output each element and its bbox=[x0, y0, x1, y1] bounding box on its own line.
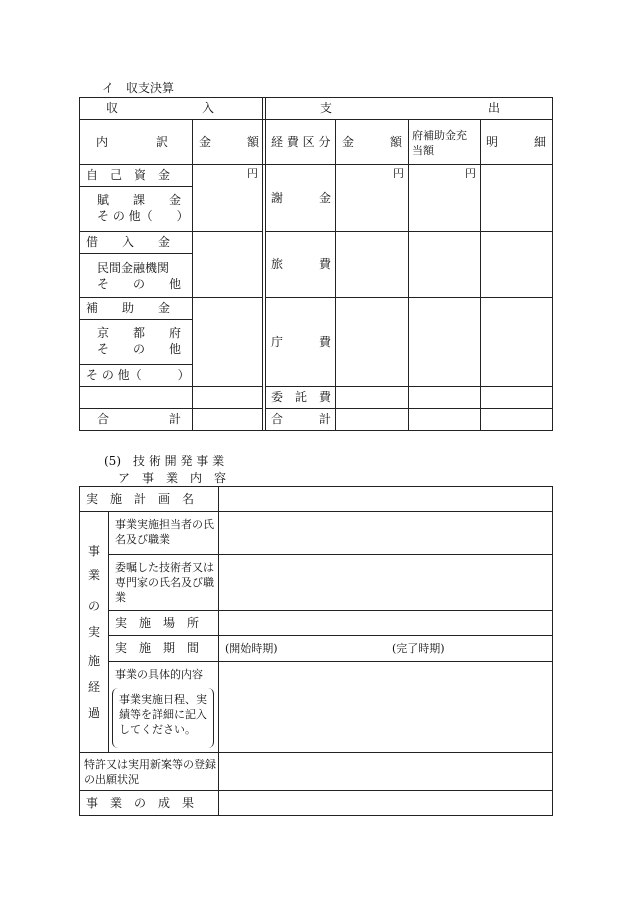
row-subsidy: 補 助 金 bbox=[86, 301, 171, 315]
patent-label: 特許又は実用新案等の登録の出願状況 bbox=[84, 758, 216, 786]
income-header: 収 入 bbox=[106, 101, 215, 115]
process-char-2: 業 bbox=[88, 568, 101, 582]
expert-label: 委嘱した技術者又は専門家の氏名及び職業 bbox=[115, 561, 214, 604]
expense-col-amount: 金 額 bbox=[342, 135, 403, 149]
content-label: 事業の具体的内容 bbox=[115, 668, 203, 681]
row-self-funds: 自 己 資 金 bbox=[86, 168, 171, 182]
row-kyoto: 京 都 府 bbox=[97, 326, 182, 340]
row-office: 庁 費 bbox=[271, 335, 332, 349]
expense-total: 合 計 bbox=[271, 412, 332, 426]
row-other-2: そ の 他 bbox=[97, 277, 182, 291]
expense-col-category: 経 費 区 分 bbox=[271, 135, 331, 149]
expense-header: 支 出 bbox=[320, 101, 501, 115]
result-label: 事 業 の 成 果 bbox=[86, 796, 195, 810]
subsidy-unit: 円 bbox=[465, 167, 476, 180]
income-unit: 円 bbox=[247, 167, 258, 180]
row-travel: 旅 費 bbox=[271, 257, 332, 271]
content-note: 事業実施日程、実績等を詳細に記入してください。 bbox=[119, 693, 207, 736]
period-label: 実 施 期 間 bbox=[115, 641, 200, 655]
expense-col-detail: 明 細 bbox=[486, 135, 547, 149]
income-col-item: 内 訳 bbox=[96, 135, 169, 149]
period-start: (開始時期) bbox=[225, 642, 278, 655]
process-char-5: 施 bbox=[88, 654, 101, 668]
section5-title: (5) 技 術 開 発 事 業 bbox=[104, 454, 225, 468]
section5-subtitle: ア 事 業 内 容 bbox=[118, 471, 227, 485]
row-other-4: そ の 他（ ） bbox=[86, 368, 190, 382]
process-char-3: の bbox=[88, 599, 101, 613]
process-char-6: 経 bbox=[88, 680, 101, 694]
process-char-4: 実 bbox=[88, 625, 101, 639]
income-col-amount: 金 額 bbox=[199, 135, 260, 149]
place-label: 実 施 場 所 bbox=[115, 616, 200, 630]
row-loans: 借 入 金 bbox=[86, 235, 171, 249]
expense-col-subsidy: 府補助金充当額 bbox=[412, 129, 467, 157]
row-levy: 賦 課 金 bbox=[97, 193, 182, 207]
row-consign: 委 託 費 bbox=[271, 390, 332, 404]
row-honorarium: 謝 金 bbox=[271, 191, 332, 205]
row-private-finance: 民間金融機関 bbox=[97, 261, 170, 275]
person-label: 事業実施担当者の氏名及び職業 bbox=[115, 518, 214, 546]
period-end: (完了時期) bbox=[392, 642, 445, 655]
plan-name-label: 実 施 計 画 名 bbox=[86, 492, 195, 506]
section-title-budget: イ 収支決算 bbox=[102, 81, 175, 95]
expense-unit: 円 bbox=[393, 167, 404, 180]
process-char-7: 過 bbox=[88, 706, 101, 720]
row-other-1: そ の 他（ ） bbox=[97, 209, 189, 223]
process-char-1: 事 bbox=[88, 544, 101, 558]
income-total: 合 計 bbox=[97, 412, 182, 426]
row-other-3: そ の 他 bbox=[97, 342, 182, 356]
